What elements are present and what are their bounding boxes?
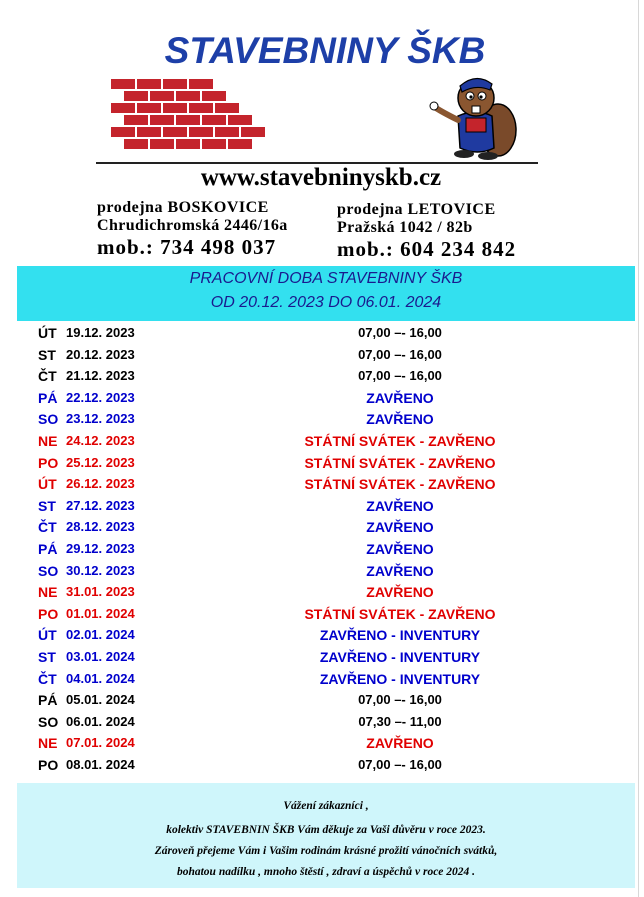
schedule-status: ZAVŘENO bbox=[366, 497, 434, 514]
schedule-date: 21.12. 2023 bbox=[66, 368, 135, 384]
store-mobile: mob.: 734 498 037 bbox=[97, 235, 277, 259]
footer-greeting: Vážení zákazníci , bbox=[283, 800, 369, 812]
beaver-mascot-icon bbox=[428, 68, 524, 162]
schedule-date: 06.01. 2024 bbox=[66, 713, 135, 729]
schedule-date: 20.12. 2023 bbox=[66, 346, 135, 362]
store-name: prodejna BOSKOVICE bbox=[97, 199, 269, 216]
schedule-day: ČT bbox=[38, 519, 57, 536]
footer-text: bohatou nadílku , mnoho štěstí , zdraví a úspěchů v roce 2024 . bbox=[176, 866, 476, 878]
schedule-status: ZAVŘENO - INVENTURY bbox=[319, 649, 481, 665]
schedule-row bbox=[0, 757, 644, 778]
schedule-day: SO bbox=[38, 713, 59, 730]
schedule-row bbox=[0, 390, 644, 411]
schedule-row bbox=[0, 627, 644, 648]
schedule-date: 03.01. 2024 bbox=[66, 649, 135, 664]
schedule-date: 22.12. 2023 bbox=[66, 389, 135, 405]
schedule-row bbox=[0, 606, 644, 627]
schedule-period: OD 20.12. 2023 DO 06.01. 2024 bbox=[210, 294, 442, 311]
schedule-date: 19.12. 2023 bbox=[66, 325, 135, 340]
schedule-status: ZAVŘENO bbox=[366, 562, 434, 579]
schedule-row bbox=[0, 584, 644, 605]
schedule-date: 05.01. 2024 bbox=[66, 692, 135, 708]
schedule-status: STÁTNÍ SVÁTEK - ZAVŘENO bbox=[304, 605, 496, 622]
store-address: Chrudichromská 2446/16a bbox=[97, 217, 288, 234]
schedule-day: PO bbox=[38, 454, 59, 471]
schedule-row bbox=[0, 476, 644, 497]
schedule-day: ČT bbox=[38, 368, 57, 385]
schedule-status: STÁTNÍ SVÁTEK - ZAVŘENO bbox=[304, 433, 496, 449]
schedule-row bbox=[0, 368, 644, 389]
schedule-status: 07,30 –- 11,00 bbox=[358, 713, 442, 729]
schedule-date: 26.12. 2023 bbox=[66, 476, 135, 492]
schedule-day: PO bbox=[38, 757, 59, 773]
schedule-row bbox=[0, 692, 644, 713]
schedule-row bbox=[0, 649, 644, 670]
schedule-date: 02.01. 2024 bbox=[66, 627, 135, 643]
schedule-date: 27.12. 2023 bbox=[66, 497, 135, 513]
schedule-date: 30.12. 2023 bbox=[66, 562, 135, 578]
website-link[interactable]: www.stavebninyskb.cz bbox=[200, 164, 442, 191]
schedule-day: NE bbox=[38, 735, 58, 752]
store-boskovice bbox=[97, 198, 288, 260]
schedule-status: ZAVŘENO bbox=[366, 519, 434, 536]
schedule-status: ZAVŘENO bbox=[366, 411, 434, 428]
schedule-day: NE bbox=[38, 584, 58, 601]
schedule-row bbox=[0, 411, 644, 432]
store-letovice bbox=[337, 200, 516, 262]
schedule-day: SO bbox=[38, 562, 59, 579]
schedule-row bbox=[0, 519, 644, 540]
footer-text: kolektiv STAVEBNIN ŠKB Vám děkuje za Vaši důvěru v roce 2023. bbox=[166, 824, 486, 836]
brick-wall-icon bbox=[110, 78, 270, 152]
schedule-status: 07,00 –- 16,00 bbox=[358, 368, 442, 384]
schedule-day: ČT bbox=[38, 670, 57, 687]
schedule-status: ZAVŘENO bbox=[366, 735, 434, 752]
schedule-day: SO bbox=[38, 411, 59, 428]
schedule-status: ZAVŘENO bbox=[366, 584, 434, 601]
schedule-day: ÚT bbox=[38, 325, 57, 341]
schedule-day: PÁ bbox=[38, 692, 58, 709]
schedule-day: NE bbox=[38, 433, 58, 449]
schedule-row bbox=[0, 325, 644, 346]
brand-title: STAVEBNINY ŠKB bbox=[164, 30, 486, 71]
schedule-day: PÁ bbox=[38, 389, 58, 406]
schedule-row bbox=[0, 563, 644, 584]
schedule-status: 07,00 –- 16,00 bbox=[358, 325, 442, 340]
schedule-status: ZAVŘENO bbox=[366, 541, 434, 557]
store-name: prodejna LETOVICE bbox=[337, 201, 496, 218]
schedule-day: PÁ bbox=[38, 541, 58, 557]
schedule-day: ÚT bbox=[38, 627, 57, 644]
schedule-date: 31.01. 2023 bbox=[66, 584, 135, 600]
schedule-row bbox=[0, 347, 644, 368]
schedule-date: 24.12. 2023 bbox=[66, 433, 135, 448]
schedule-status: ZAVŘENO - INVENTURY bbox=[319, 670, 481, 687]
schedule-date: 25.12. 2023 bbox=[66, 454, 135, 470]
schedule-row bbox=[0, 671, 644, 692]
schedule-row bbox=[0, 433, 644, 454]
schedule-status: STÁTNÍ SVÁTEK - ZAVŘENO bbox=[304, 476, 496, 493]
store-mobile: mob.: 604 234 842 bbox=[337, 237, 517, 261]
schedule-day: ST bbox=[38, 346, 56, 363]
schedule-status: 07,00 –- 16,00 bbox=[358, 346, 442, 362]
schedule-date: 28.12. 2023 bbox=[66, 519, 135, 535]
schedule-row bbox=[0, 735, 644, 756]
schedule-status: ZAVŘENO - INVENTURY bbox=[319, 627, 481, 644]
schedule-day: ST bbox=[38, 649, 56, 665]
schedule-date: 23.12. 2023 bbox=[66, 411, 135, 427]
schedule-status: ZAVŘENO bbox=[366, 389, 434, 406]
schedule-day: ÚT bbox=[38, 476, 57, 493]
schedule-row bbox=[0, 455, 644, 476]
schedule-title: PRACOVNÍ DOBA STAVEBNINY ŠKB bbox=[189, 270, 463, 287]
schedule-date: 08.01. 2024 bbox=[66, 757, 135, 772]
store-address: Pražská 1042 / 82b bbox=[337, 219, 473, 236]
schedule-row bbox=[0, 498, 644, 519]
schedule-status: 07,00 –- 16,00 bbox=[358, 757, 442, 772]
schedule-date: 07.01. 2024 bbox=[66, 735, 135, 751]
schedule-row bbox=[0, 714, 644, 735]
schedule-day: ST bbox=[38, 497, 56, 514]
schedule-row bbox=[0, 541, 644, 562]
schedule-status: STÁTNÍ SVÁTEK - ZAVŘENO bbox=[304, 454, 496, 471]
schedule-date: 29.12. 2023 bbox=[66, 541, 135, 556]
schedule-status: 07,00 –- 16,00 bbox=[358, 692, 442, 708]
schedule-date: 04.01. 2024 bbox=[66, 670, 135, 686]
schedule-day: PO bbox=[38, 605, 59, 622]
schedule-date: 01.01. 2024 bbox=[66, 605, 135, 621]
footer-text: Zároveň přejeme Vám i Vašim rodinám krásné prožití vánočních svátků, bbox=[154, 845, 498, 857]
